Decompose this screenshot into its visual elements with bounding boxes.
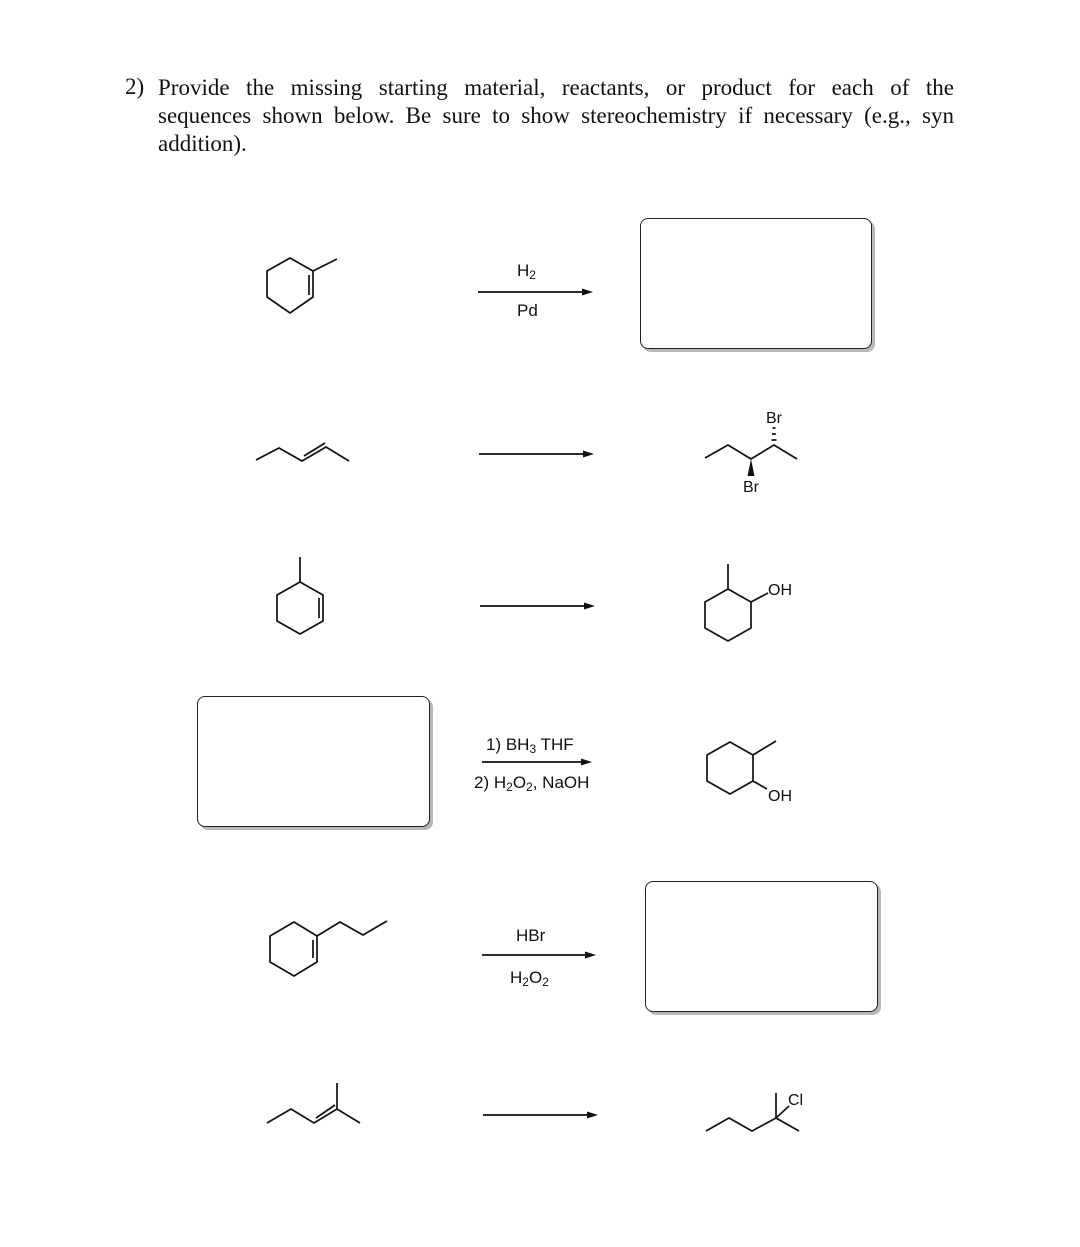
structure-2-methylcyclohexanol-b xyxy=(707,741,792,805)
structure-dibromopentane xyxy=(705,410,797,496)
reagent-4-below: 2) $H_2O_2$, NaOH xyxy=(474,773,590,794)
hydroxyl-label-4: OH xyxy=(768,788,792,805)
structure-2-methyl-2-pentene xyxy=(267,1083,360,1123)
question-line-2: sequences shown below. Be sure to show stereochemistry if necessary (e.g., syn xyxy=(158,103,954,128)
structure-2-pentene xyxy=(256,443,349,461)
reaction-arrow-1 xyxy=(478,289,593,296)
structure-2-chloro-2-methylpentane xyxy=(706,1092,803,1131)
reaction-arrow-2 xyxy=(479,451,594,458)
reaction-arrow-4 xyxy=(482,759,592,766)
bromine-label-bottom: Br xyxy=(743,479,759,496)
reagent-1-below: Pd xyxy=(517,301,538,320)
question-line-3: addition). xyxy=(158,131,247,156)
chlorine-label: Cl xyxy=(788,1092,804,1109)
reaction-arrow-3 xyxy=(480,603,595,610)
structure-2-methylcyclohexanol-a xyxy=(705,564,792,641)
bromine-label-top: Br xyxy=(766,410,782,427)
question-line-1: Provide the missing starting material, reactants, or product for each of the xyxy=(158,75,954,100)
structure-1-propylcyclohexene xyxy=(270,921,387,976)
reaction-arrow-6 xyxy=(483,1112,598,1119)
reagent-4-above: 1) $BH_3$ THF xyxy=(486,735,574,756)
hydroxyl-label-3: OH xyxy=(768,582,792,599)
reaction-arrow-5 xyxy=(482,952,596,959)
question-number: 2) xyxy=(125,74,145,99)
reagent-5-above: HBr xyxy=(516,926,546,945)
reagent-1-above: $H_2$ xyxy=(517,261,536,282)
structure-1-methylcyclohexene xyxy=(267,258,337,313)
structure-3-methylcyclohexene xyxy=(277,557,323,634)
reagent-5-below: $H_2O_2$ xyxy=(510,968,549,989)
